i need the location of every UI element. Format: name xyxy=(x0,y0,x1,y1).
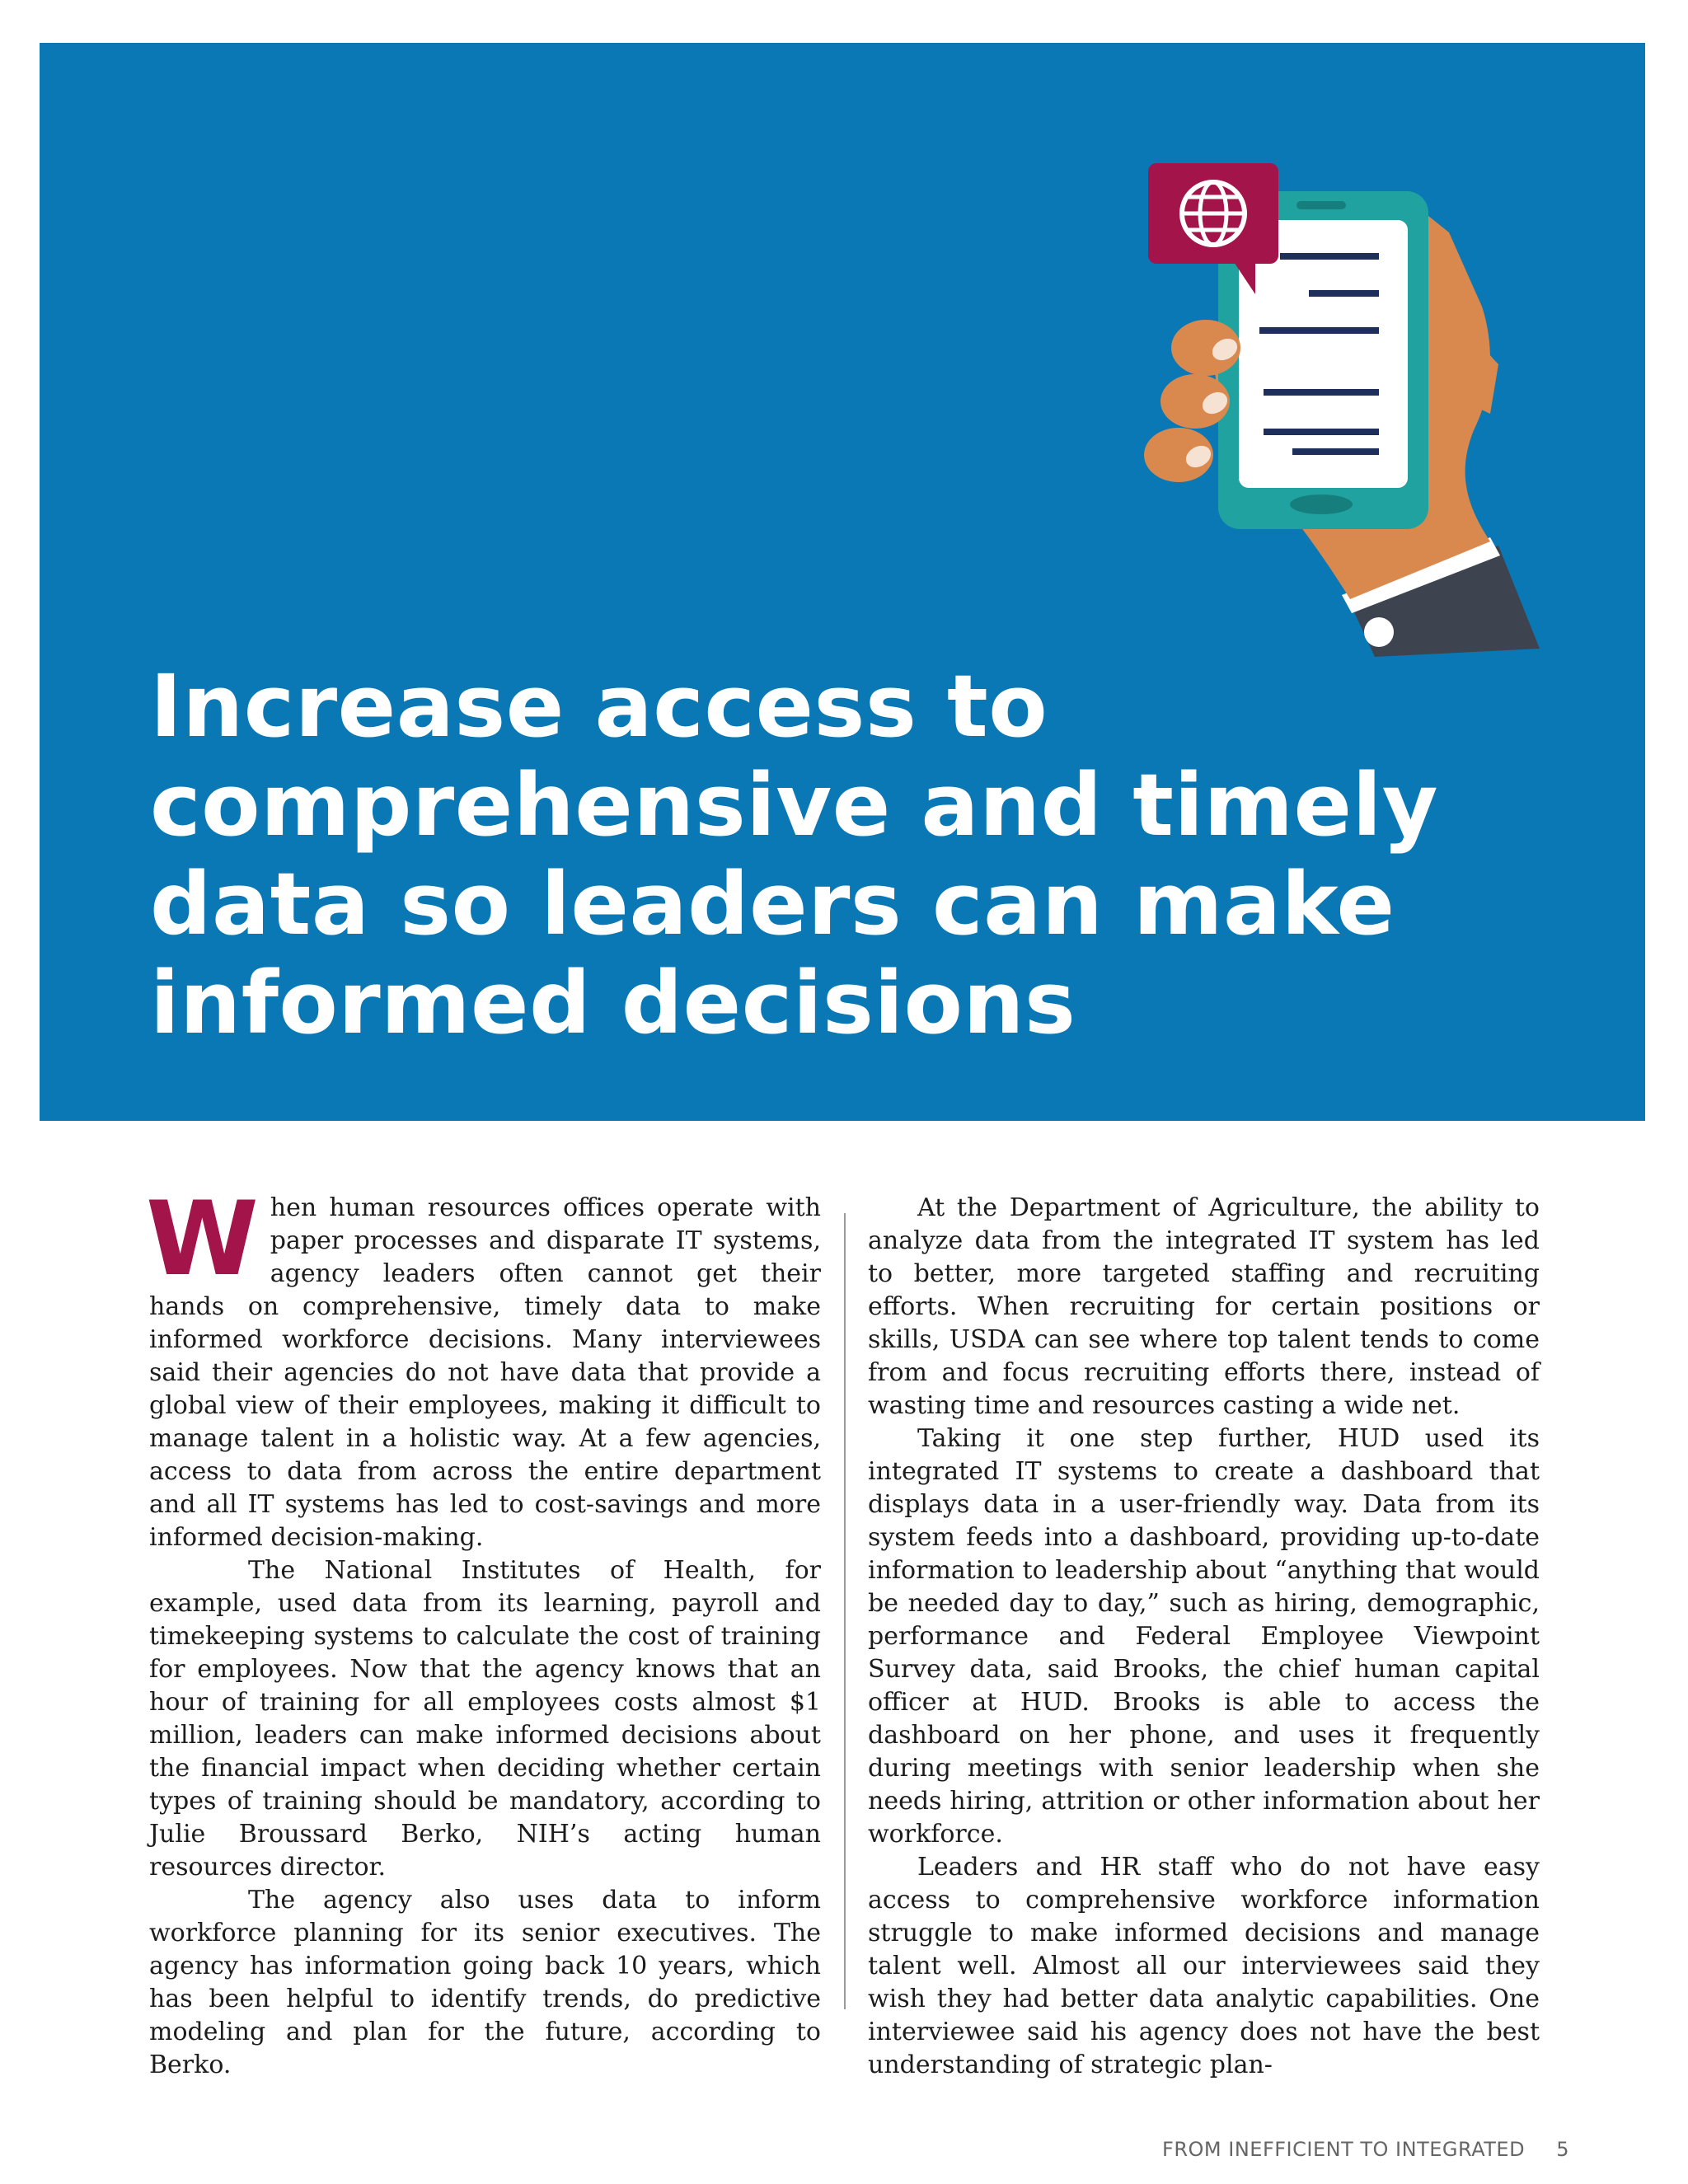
title-line-1: Increase access to xyxy=(150,656,1048,757)
paragraph: The agency also uses data to inform workforce planning for its senior executives. The agency has information going back 10 years, which has been helpful to identify trends, do predictive modeling and plan for the future, according to Berko. xyxy=(149,1886,821,2079)
paragraph xyxy=(146,1180,821,1554)
paragraph: At the Department of Agriculture, the ability to analyze data from the integrated IT system has led to better, more targeted staffing and recruiting efforts. When recruiting for certain positions or skills, USDA can see where top talent tends to come from and focus recruiting efforts there, instead of wasting time and resources casting a wide net. xyxy=(868,1193,1540,1420)
page-footer xyxy=(1162,2138,1569,2161)
paragraph: Leaders and HR staff who do not have easy access to comprehensive workforce information struggle to make informed decisions and manage talent well. Almost all our interviewees said they wish they had better data analytic capabilities. One interviewee said his agency does not have the best understanding of strategic plan- xyxy=(868,1853,1540,2079)
title-line-4: informed decisions xyxy=(150,953,1076,1053)
column-divider xyxy=(844,1213,846,2009)
title-line-2: comprehensive and timely xyxy=(150,755,1439,855)
hand-holding-phone-icon xyxy=(1103,117,1564,727)
running-title: FROM INEFFICIENT TO INTEGRATED xyxy=(1162,2138,1526,2161)
header-banner xyxy=(40,43,1645,1121)
title-line-3: data so leaders can make xyxy=(150,854,1395,954)
paragraph-text: hen human resources offices operate with paper processes and disparate IT systems, agency leaders often cannot get their hands on comprehensive, timely data to make informed workforce decisions. Many interviewees said their agencies do not have data that provide a global view of their employees, making it difficult to manage talent in a holistic way. At a few agencies, access to data from across the entire department and all IT systems has led to cost-savings and more informed decision-making. xyxy=(149,1193,821,1552)
page-number: 5 xyxy=(1556,2138,1569,2161)
page-title xyxy=(150,657,1601,1052)
paragraph: Taking it one step further, HUD used its integrated IT systems to create a dashboard that displays data in a user-friendly way. Data from its system feeds into a dashboard, providing up-to-date information to leadership about “anything that would be needed day to day,” such as hiring, demographic, performance and Federal Employee Viewpoint Survey data, said Brooks, the chief human capital officer at HUD. Brooks is able to access the dashboard on her phone, and uses it frequently during meetings with senior leadership when she needs hiring, attrition or other information about her workforce. xyxy=(868,1424,1540,1849)
left-column xyxy=(146,1180,821,2082)
article-body xyxy=(146,1180,1540,2079)
drop-cap: W xyxy=(146,1180,259,1299)
paragraph: The National Institutes of Health, for example, used data from its learning, payroll and timekeeping systems to calculate the cost of training for employees. Now that the agency knows that an hour of training for all employees costs almost $1 million, leaders can make informed decisions about the financial impact when deciding whether certain types of training should be mandatory, according to Julie Broussard Berko, NIH’s acting human resources director. xyxy=(149,1556,821,1882)
right-column xyxy=(868,1192,1540,2082)
